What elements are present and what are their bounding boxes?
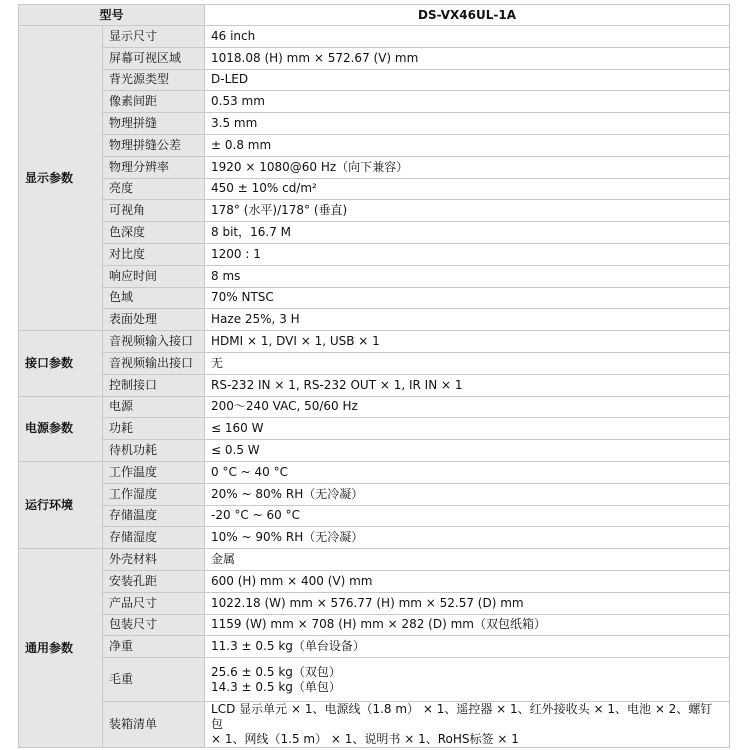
spec-label: 物理分辨率: [103, 156, 205, 178]
spec-row: [19, 440, 730, 462]
spec-row: [19, 658, 730, 702]
spec-value: 3.5 mm: [205, 113, 730, 135]
spec-row: [19, 614, 730, 636]
spec-label: 像素间距: [103, 91, 205, 113]
spec-label: 毛重: [103, 658, 205, 702]
spec-label: 音视频输入接口: [103, 331, 205, 353]
spec-row: [19, 549, 730, 571]
spec-row: [19, 134, 730, 156]
group-label: 显示参数: [19, 26, 103, 331]
spec-value: 1200 : 1: [205, 243, 730, 265]
spec-row: [19, 200, 730, 222]
spec-label: 对比度: [103, 243, 205, 265]
spec-row: [19, 287, 730, 309]
spec-label: 可视角: [103, 200, 205, 222]
spec-label: 装箱清单: [103, 702, 205, 748]
spec-label: 显示尺寸: [103, 26, 205, 48]
spec-value: 600 (H) mm × 400 (V) mm: [205, 570, 730, 592]
spec-row: [19, 331, 730, 353]
spec-value-line: 14.3 ± 0.5 kg（单包）: [211, 679, 341, 694]
spec-label: 存储温度: [103, 505, 205, 527]
spec-row: [19, 156, 730, 178]
spec-value: 0 °C ~ 40 °C: [205, 461, 730, 483]
spec-value-line: × 1、网线（1.5 m） × 1、说明书 × 1、RoHS标签 × 1: [211, 732, 519, 747]
spec-label: 色深度: [103, 222, 205, 244]
spec-row: [19, 26, 730, 48]
spec-label: 电源: [103, 396, 205, 418]
spec-row: [19, 309, 730, 331]
spec-label: 亮度: [103, 178, 205, 200]
spec-row: [19, 396, 730, 418]
spec-row: [19, 527, 730, 549]
spec-value: -20 °C ~ 60 °C: [205, 505, 730, 527]
spec-value: 20% ~ 80% RH（无冷凝）: [205, 483, 730, 505]
spec-value-multiline: [205, 658, 730, 702]
spec-value: D-LED: [205, 69, 730, 91]
group-label: 通用参数: [19, 549, 103, 748]
spec-row: [19, 570, 730, 592]
spec-value: 8 ms: [205, 265, 730, 287]
spec-label: 净重: [103, 636, 205, 658]
spec-value-line: LCD 显示单元 × 1、电源线（1.8 m） × 1、遥控器 × 1、红外接收头 × 1、电池 × 2、螺钉包: [211, 702, 713, 732]
group-label: 接口参数: [19, 331, 103, 396]
spec-value: ≤ 160 W: [205, 418, 730, 440]
spec-label: 屏幕可视区域: [103, 47, 205, 69]
spec-value: 8 bit，16.7 M: [205, 222, 730, 244]
spec-row: [19, 702, 730, 748]
spec-value: 178° (水平)/178° (垂直): [205, 200, 730, 222]
spec-row: [19, 352, 730, 374]
spec-value: 0.53 mm: [205, 91, 730, 113]
spec-label: 物理拼缝公差: [103, 134, 205, 156]
spec-label: 物理拼缝: [103, 113, 205, 135]
spec-label: 控制接口: [103, 374, 205, 396]
spec-row: [19, 418, 730, 440]
spec-value-line: 25.6 ± 0.5 kg（双包）: [211, 664, 341, 679]
spec-value: 金属: [205, 549, 730, 571]
spec-row: [19, 222, 730, 244]
group-label: 电源参数: [19, 396, 103, 461]
spec-label: 背光源类型: [103, 69, 205, 91]
spec-value: ± 0.8 mm: [205, 134, 730, 156]
spec-label: 工作湿度: [103, 483, 205, 505]
spec-label: 外壳材料: [103, 549, 205, 571]
spec-value: 1022.18 (W) mm × 576.77 (H) mm × 52.57 (D) mm: [205, 592, 730, 614]
spec-label: 响应时间: [103, 265, 205, 287]
spec-label: 产品尺寸: [103, 592, 205, 614]
spec-value: ≤ 0.5 W: [205, 440, 730, 462]
spec-row: [19, 592, 730, 614]
spec-value: 46 inch: [205, 26, 730, 48]
spec-sheet: [18, 4, 729, 748]
spec-row: [19, 483, 730, 505]
spec-row: [19, 374, 730, 396]
spec-row: [19, 178, 730, 200]
spec-row: [19, 47, 730, 69]
spec-row: [19, 113, 730, 135]
spec-label: 存储湿度: [103, 527, 205, 549]
spec-label: 待机功耗: [103, 440, 205, 462]
spec-value: 11.3 ± 0.5 kg（单台设备）: [205, 636, 730, 658]
spec-value: 1920 × 1080@60 Hz（向下兼容）: [205, 156, 730, 178]
spec-row: [19, 69, 730, 91]
spec-row: [19, 265, 730, 287]
spec-row: [19, 636, 730, 658]
spec-table: [18, 4, 730, 748]
spec-label: 表面处理: [103, 309, 205, 331]
spec-value: 1159 (W) mm × 708 (H) mm × 282 (D) mm（双包纸箱）: [205, 614, 730, 636]
spec-row: [19, 91, 730, 113]
spec-row: [19, 243, 730, 265]
spec-label: 安装孔距: [103, 570, 205, 592]
spec-label: 功耗: [103, 418, 205, 440]
group-label: 运行环境: [19, 461, 103, 548]
spec-value: 200～240 VAC, 50/60 Hz: [205, 396, 730, 418]
spec-value: Haze 25%, 3 H: [205, 309, 730, 331]
spec-label: 包装尺寸: [103, 614, 205, 636]
model-value: DS-VX46UL-1A: [205, 5, 730, 26]
spec-value: 70% NTSC: [205, 287, 730, 309]
spec-row: [19, 505, 730, 527]
spec-value: 10% ~ 90% RH（无冷凝）: [205, 527, 730, 549]
spec-label: 工作温度: [103, 461, 205, 483]
spec-label: 色域: [103, 287, 205, 309]
spec-body: [19, 26, 730, 748]
spec-value: 450 ± 10% cd/m²: [205, 178, 730, 200]
spec-value: 1018.08 (H) mm × 572.67 (V) mm: [205, 47, 730, 69]
spec-value: HDMI × 1, DVI × 1, USB × 1: [205, 331, 730, 353]
spec-value-multiline: [205, 702, 730, 748]
spec-value: 无: [205, 352, 730, 374]
table-header-row: [19, 5, 730, 26]
spec-row: [19, 461, 730, 483]
spec-label: 音视频输出接口: [103, 352, 205, 374]
spec-value: RS-232 IN × 1, RS-232 OUT × 1, IR IN × 1: [205, 374, 730, 396]
model-label: 型号: [19, 5, 205, 26]
